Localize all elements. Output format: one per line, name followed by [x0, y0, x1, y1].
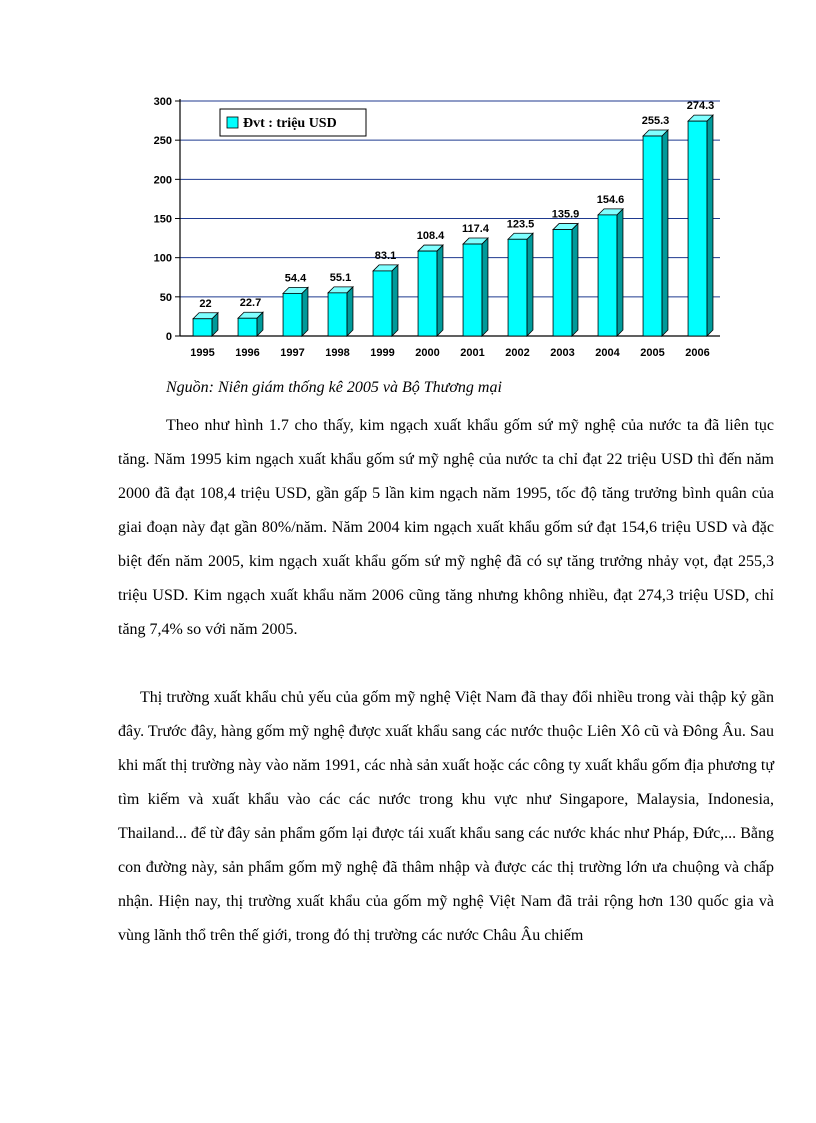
data-label: 255.3	[641, 115, 670, 128]
bar-side	[572, 224, 578, 336]
bar	[238, 318, 257, 336]
chart-source-caption: Nguồn: Niên giám thống kê 2005 và Bộ Thương mại	[166, 379, 502, 396]
x-tick-label: 2003	[550, 347, 575, 359]
y-tick-label: 250	[153, 135, 172, 148]
x-tick-label: 1997	[280, 347, 305, 359]
bar-side	[527, 233, 533, 336]
data-label: 22	[199, 297, 212, 310]
x-tick-label: 1996	[235, 347, 260, 359]
bar	[283, 293, 302, 336]
bar-side	[302, 287, 308, 336]
x-tick-label: 1998	[325, 347, 350, 359]
bar	[193, 319, 212, 336]
bar	[688, 121, 707, 336]
bar	[418, 251, 437, 336]
paragraph: Thị trường xuất khẩu chủ yếu của gốm mỹ nghệ Việt Nam đã thay đổi nhiều trong vài thập kỷ gần đây. Trước đây, hàng gốm mỹ nghệ được xuất khẩu sang các nước thuộc Liên Xô cũ và Đông Âu. Sau khi mất thị trường này vào năm 1991, các nhà sản xuất hoặc các công ty xuất khẩu gốm địa phương tự tìm kiếm và xuất khẩu vào các các nước trong khu vực như Singapore, Malaysia, Indonesia, Thailand... để từ đây sản phẩm gốm lại được tái xuất khẩu sang các nước khác như Pháp, Đức,... Bằng con đường này, sản phẩm gốm mỹ nghệ đã thâm nhập và được các thị trường lớn ưa chuộng và chấp nhận. Hiện nay, thị trường xuất khẩu của gốm mỹ nghệ Việt Nam đã trải rộng hơn 130 quốc gia và vùng lãnh thổ trên thế giới, trong đó thị trường các nước Châu Âu chiếm	[118, 689, 774, 944]
y-tick-label: 200	[153, 174, 172, 187]
data-label: 55.1	[329, 271, 352, 284]
y-tick-label: 0	[165, 331, 172, 343]
bar	[553, 230, 572, 336]
x-tick-label: 1999	[370, 347, 395, 359]
body-text-block-1	[118, 409, 774, 647]
x-tick-label: 2006	[685, 347, 710, 359]
bar-side	[707, 115, 713, 336]
bar-side	[347, 287, 353, 336]
data-label: 108.4	[416, 230, 445, 243]
x-tick-label: 2000	[415, 347, 440, 359]
body-text-block-2	[118, 681, 774, 953]
bar	[463, 244, 482, 336]
x-tick-label: 2004	[595, 347, 620, 359]
y-tick-label: 300	[153, 96, 172, 108]
bar-side	[662, 130, 668, 336]
data-label: 54.4	[284, 272, 307, 285]
legend-label: Đvt : triệu USD	[243, 116, 337, 131]
bar	[328, 293, 347, 336]
data-label: 22.7	[239, 297, 262, 310]
x-tick-label: 2005	[640, 347, 665, 359]
bar-side	[482, 238, 488, 336]
y-tick-label: 150	[153, 213, 172, 226]
bar-side	[392, 265, 398, 336]
data-label: 135.9	[551, 208, 580, 221]
data-label: 83.1	[374, 249, 397, 262]
bar	[643, 136, 662, 336]
x-tick-label: 2002	[505, 347, 530, 359]
bar	[373, 271, 392, 336]
bar-side	[617, 209, 623, 336]
bar	[508, 239, 527, 336]
y-tick-label: 100	[153, 252, 172, 265]
y-tick-label: 50	[159, 291, 172, 304]
data-label: 117.4	[462, 223, 489, 236]
x-tick-label: 2001	[460, 347, 485, 359]
legend-swatch	[227, 117, 238, 128]
paragraph: Theo như hình 1.7 cho thấy, kim ngạch xuất khẩu gốm sứ mỹ nghệ của nước ta đã liên tục tăng. Năm 1995 kim ngạch xuất khẩu gốm sứ mỹ nghệ của nước ta chỉ đạt 22 triệu USD thì đến năm 2000 đã đạt 108,4 triệu USD, gần gấp 5 lần kim ngạch năm 1995, tốc độ tăng trưởng bình quân của giai đoạn này đạt gần 80%/năm. Năm 2004 kim ngạch xuất khẩu gốm sứ đạt 154,6 triệu USD và đặc biệt đến năm 2005, kim ngạch xuất khẩu gốm sứ mỹ nghệ đã có sự tăng trưởng nhảy vọt, đạt 255,3 triệu USD. Kim ngạch xuất khẩu năm 2006 cũng tăng nhưng không nhiều, đạt 274,3 triệu USD, chỉ tăng 7,4% so với năm 2005.	[118, 417, 774, 638]
bar-side	[437, 245, 443, 336]
data-label: 123.5	[506, 218, 535, 231]
x-tick-label: 1995	[190, 347, 215, 359]
bar	[598, 215, 617, 336]
data-label: 274.3	[686, 100, 715, 113]
data-label: 154.6	[596, 193, 625, 206]
export-value-bar-chart	[130, 88, 730, 363]
